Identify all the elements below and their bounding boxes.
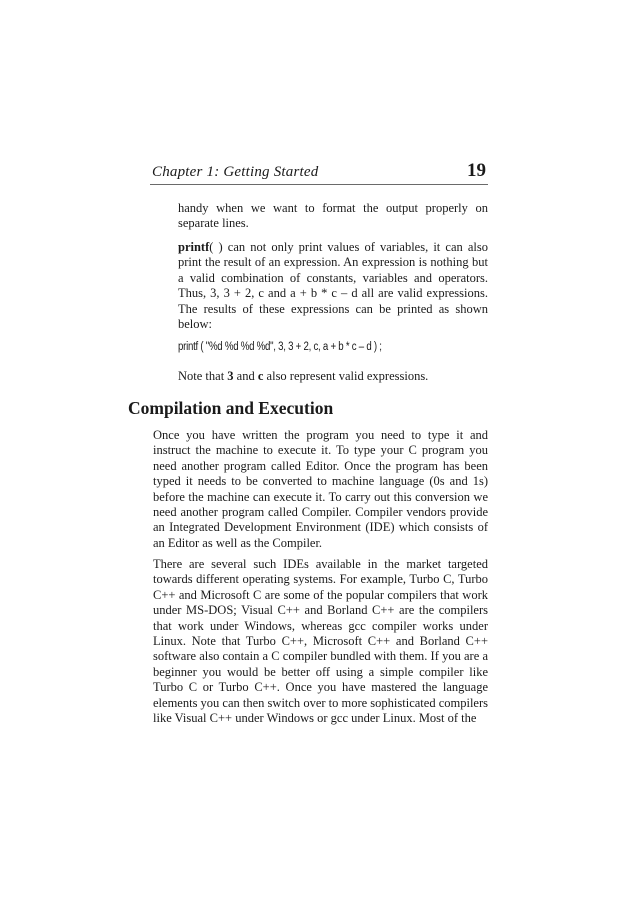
note-bold-3: 3 — [227, 369, 234, 383]
paragraph-continuation: handy when we want to format the output properly on separate lines. — [178, 201, 488, 231]
paragraph-compilation: Once you have written the program you need to type it and instruct the machine to execute it. To type your C program you need another program called Editor. Once the program has been typed it needs to be converted to machine language (0s and 1s) before the machine can execute it. To carry out this conversion we need another program called Compiler. Compiler vendors provide an Integrated Development Environment (IDE) which consists of an Editor as well as the Compiler. — [153, 428, 488, 550]
section-heading: Compilation and Execution — [128, 398, 334, 418]
note-suffix: also represent valid expressions. — [263, 369, 429, 383]
code-example: printf ( "%d %d %d %d", 3, 3 + 2, c, a + b * c – d ) ; — [178, 341, 382, 353]
chapter-title: Chapter 1: Getting Started — [152, 164, 319, 180]
paragraph-ides: There are several such IDEs available in the market targeted towards different operating systems. For example, Turbo C, Turbo C++ and Microsoft C are some of the popular compilers that work under MS-DOS; Visual C++ and Borland C++ are the compilers that work under Windows, whereas gcc compiler works under Linux. Note that Turbo C++, Microsoft C++ and Borland C++ software also contain a C compiler bundled with them. If you are a beginner you would be better off using a simple compiler like Turbo C or Turbo C++. Once you have mastered the language elements you can then switch over to more sophisticated compilers like Visual C++ under Windows or gcc under Linux. Most of the — [153, 557, 488, 726]
note-prefix: Note that — [178, 369, 228, 383]
note-and: and — [233, 369, 258, 383]
paragraph-printf-expressions — [178, 240, 488, 332]
paragraph-printf-text: ( ) can not only print values of variables, it can also print the result of an expression. An expression is nothing but a valid combination of constants, variables and operators. Thus, 3, 3 + 2, c and a + b * c – d all are valid expressions. The results of these expressions can be printed as shown below: — [178, 240, 488, 332]
paragraph-note — [178, 369, 488, 384]
printf-keyword: printf — [178, 240, 210, 254]
page-number: 19 — [467, 160, 486, 181]
page-header — [150, 160, 488, 185]
note-bold-c: c — [257, 369, 264, 383]
